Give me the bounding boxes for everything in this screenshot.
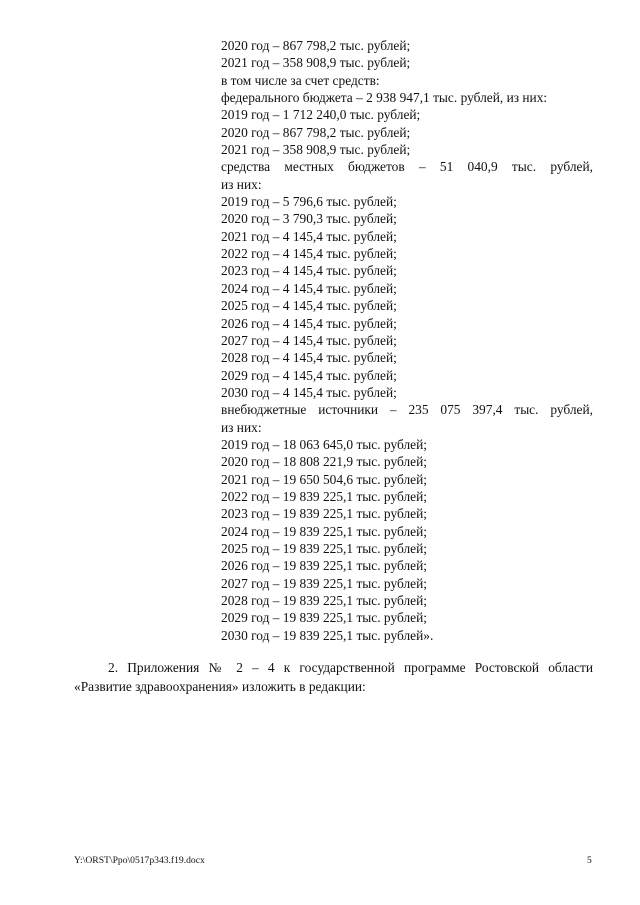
footer-file-path: Y:\ORST\Ppo\0517p343.f19.docx (74, 855, 205, 866)
funding-line: 2020 год – 3 790,3 тыс. рублей; (221, 211, 397, 227)
funding-list (221, 37, 593, 644)
funding-line: 2021 год – 19 650 504,6 тыс. рублей; (221, 471, 427, 487)
funding-line: 2023 год – 4 145,4 тыс. рублей; (221, 263, 397, 279)
funding-line: 2022 год – 19 839 225,1 тыс. рублей; (221, 488, 427, 504)
funding-line: федерального бюджета – 2 938 947,1 тыс. рублей, из них: (221, 90, 548, 106)
funding-line: 2026 год – 19 839 225,1 тыс. рублей; (221, 558, 427, 574)
page-number: 5 (587, 855, 592, 866)
funding-line: 2028 год – 4 145,4 тыс. рублей; (221, 350, 397, 366)
funding-line: 2021 год – 358 908,9 тыс. рублей; (221, 142, 411, 158)
funding-line: 2027 год – 4 145,4 тыс. рублей; (221, 332, 397, 348)
funding-line: 2029 год – 19 839 225,1 тыс. рублей; (221, 610, 427, 626)
funding-line: 2020 год – 867 798,2 тыс. рублей; (221, 124, 411, 140)
section-2-paragraph (74, 659, 593, 696)
funding-line: 2019 год – 18 063 645,0 тыс. рублей; (221, 436, 427, 452)
funding-line: 2022 год – 4 145,4 тыс. рублей; (221, 246, 397, 262)
funding-line: 2030 год – 19 839 225,1 тыс. рублей». (221, 627, 434, 643)
funding-line: внебюджетные источники – 235 075 397,4 тыс. рублей, (221, 402, 593, 418)
funding-line: 2027 год – 19 839 225,1 тыс. рублей; (221, 575, 427, 591)
funding-line: 2020 год – 18 808 221,9 тыс. рублей; (221, 454, 427, 470)
funding-line: 2021 год – 4 145,4 тыс. рублей; (221, 228, 397, 244)
funding-line: 2029 год – 4 145,4 тыс. рублей; (221, 367, 397, 383)
funding-line: 2025 год – 4 145,4 тыс. рублей; (221, 298, 397, 314)
funding-line: 2019 год – 5 796,6 тыс. рублей; (221, 194, 397, 210)
funding-line: 2024 год – 4 145,4 тыс. рублей; (221, 280, 397, 296)
funding-line: из них: (221, 419, 262, 435)
funding-line: 2030 год – 4 145,4 тыс. рублей; (221, 384, 397, 400)
funding-line: в том числе за счет средств: (221, 72, 380, 88)
funding-line: 2028 год – 19 839 225,1 тыс. рублей; (221, 593, 427, 608)
funding-line: из них: (221, 176, 262, 192)
funding-line: 2020 год – 867 798,2 тыс. рублей; (221, 38, 411, 53)
funding-line: 2019 год – 1 712 240,0 тыс. рублей; (221, 107, 421, 123)
funding-line: 2025 год – 19 839 225,1 тыс. рублей; (221, 540, 427, 556)
funding-line: 2023 год – 19 839 225,1 тыс. рублей; (221, 506, 427, 522)
funding-line: средства местных бюджетов – 51 040,9 тыс. рублей, (221, 159, 593, 175)
section-2-line-1: 2. Приложения № 2 – 4 к государственной программе Ростовской области (108, 660, 593, 675)
funding-line: 2024 год – 19 839 225,1 тыс. рублей; (221, 523, 427, 539)
section-2-line-2: «Развитие здравоохранения» изложить в редакции: (74, 678, 366, 694)
funding-line: 2026 год – 4 145,4 тыс. рублей; (221, 315, 397, 331)
funding-line: 2021 год – 358 908,9 тыс. рублей; (221, 55, 411, 71)
